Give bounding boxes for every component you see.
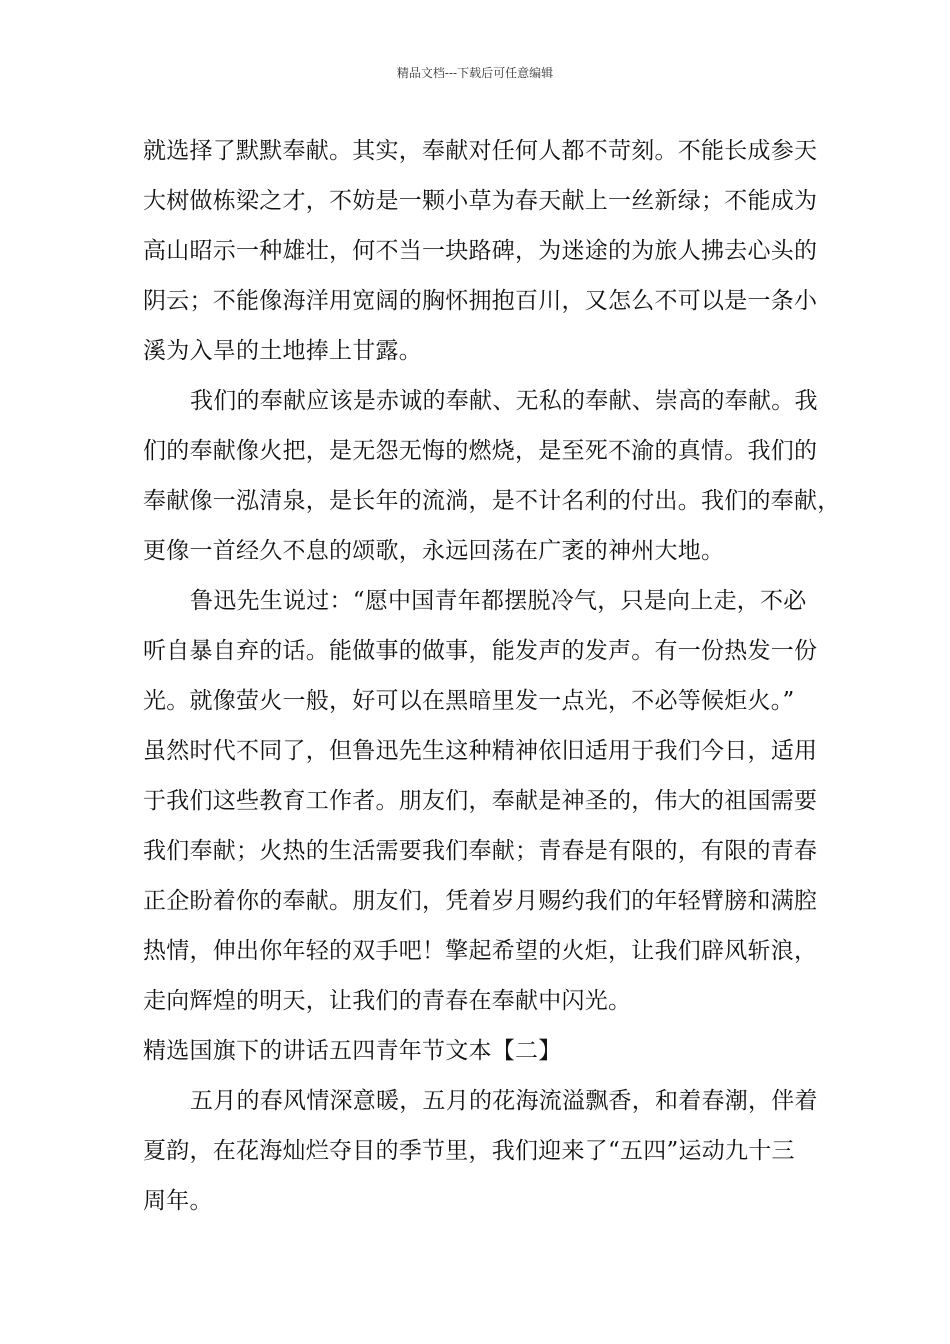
text-line: 就选择了默默奉献。其实，奉献对任何人都不苛刻。不能长成参天 [143,138,818,164]
text-line: 走向辉煌的明天，让我们的青春在奉献中闪光。 [143,988,632,1014]
text-line: 高山昭示一种雄壮，何不当一块路碑，为迷途的为旅人拂去心头的 [143,238,818,264]
text-line: 大树做栋梁之才，不妨是一颗小草为春天献上一丝新绿；不能成为 [143,188,818,214]
text-line: 更像一首经久不息的颂歌，永远回荡在广袤的神州大地。 [143,538,725,564]
text-line: 夏韵，在花海灿烂夺目的季节里，我们迎来了“五四”运动九十三 [143,1138,795,1164]
text-line: 奉献像一泓清泉，是长年的流淌，是不计名利的付出。我们的奉献， [143,488,841,514]
text-line: 光。就像萤火一般，好可以在黑暗里发一点光，不必等候炬火。” [143,688,795,714]
text-line: 正企盼着你的奉献。朋友们，凭着岁月赐约我们的年轻臂膀和满腔 [143,888,818,914]
text-line: 周年。 [143,1188,213,1214]
text-line: 五月的春风情深意暖，五月的花海流溢飘香，和着春潮，伴着 [190,1088,818,1114]
paragraph-1 [143,126,818,376]
text-line: 鲁迅先生说过：“愿中国青年都摆脱冷气，只是向上走，不必 [190,588,807,614]
text-line: 溪为入旱的土地捧上甘露。 [143,338,422,364]
document-body [143,126,841,1226]
text-line: 们的奉献像火把，是无怨无悔的燃烧，是至死不渝的真情。我们的 [143,438,818,464]
text-line: 于我们这些教育工作者。朋友们，奉献是神圣的，伟大的祖国需要 [143,788,818,814]
text-line: 虽然时代不同了，但鲁迅先生这种精神依旧适用于我们今日，适用 [143,738,818,764]
section-heading: 精选国旗下的讲话五四青年节文本【二】 [143,1038,562,1064]
text-line: 听自暴自弃的话。能做事的做事，能发声的发声。有一份热发一份 [143,638,818,664]
paragraph-3 [143,576,818,1026]
text-line: 我们的奉献应该是赤诚的奉献、无私的奉献、崇高的奉献。我 [190,388,818,414]
page-header: 精品文档---下载后可任意编辑 [396,66,554,80]
paragraph-2 [143,376,841,576]
paragraph-4 [143,1076,818,1226]
text-line: 阴云；不能像海洋用宽阔的胸怀拥抱百川，又怎么不可以是一条小 [143,288,818,314]
text-line: 我们奉献；火热的生活需要我们奉献；青春是有限的，有限的青春 [143,838,818,864]
text-line: 热情，伸出你年轻的双手吧！擎起希望的火炬，让我们辟风斩浪， [143,938,818,964]
